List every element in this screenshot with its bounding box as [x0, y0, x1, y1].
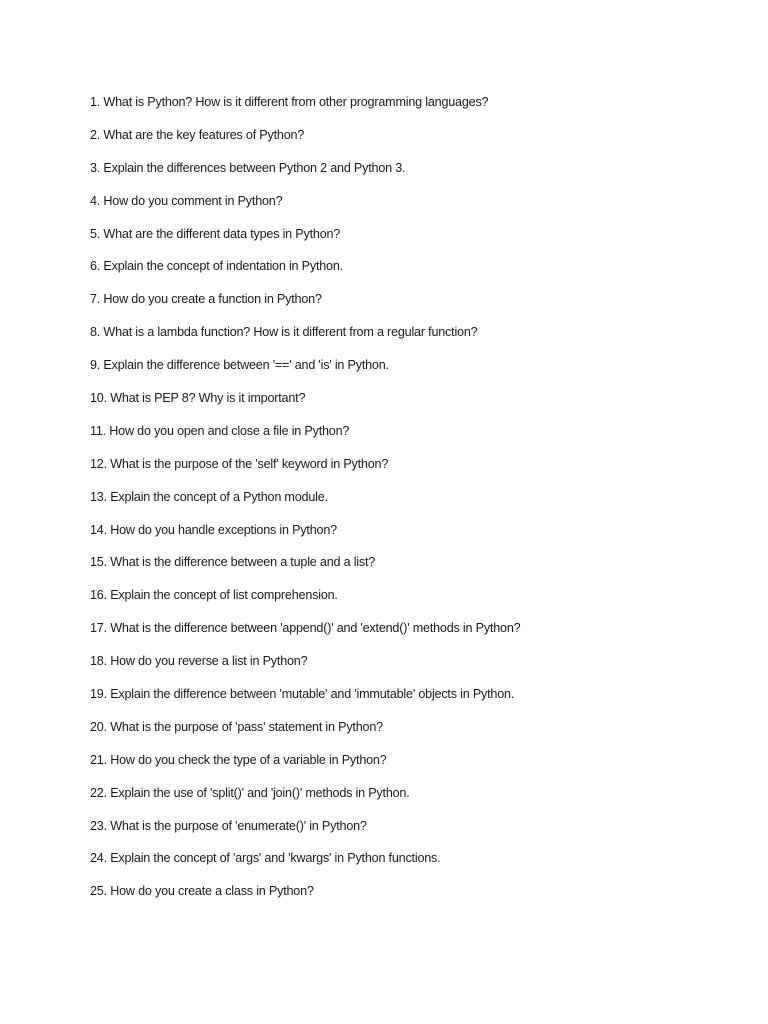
question-item: 1. What is Python? How is it different from other programming languages?: [90, 95, 489, 109]
question-item: 18. How do you reverse a list in Python?: [90, 654, 308, 669]
question-item: 5. What are the different data types in Python?: [90, 226, 341, 241]
question-item: 16. Explain the concept of list comprehension.: [90, 588, 338, 603]
question-item: 8. What is a lambda function? How is it different from a regular function?: [90, 325, 478, 340]
question-item: 15. What is the difference between a tuple and a list?: [90, 555, 376, 570]
question-item: 17. What is the difference between 'append()' and 'extend()' methods in Python?: [90, 621, 521, 636]
question-item: 20. What is the purpose of 'pass' statement in Python?: [90, 719, 383, 734]
question-item: 25. How do you create a class in Python?: [90, 884, 314, 899]
question-item: 7. How do you create a function in Python?: [90, 292, 322, 307]
question-item: 11. How do you open and close a file in Python?: [90, 423, 350, 438]
question-item: 24. Explain the concept of 'args' and 'kwargs' in Python functions.: [90, 851, 441, 866]
question-item: 6. Explain the concept of indentation in Python.: [90, 259, 343, 274]
question-item: 3. Explain the differences between Python 2 and Python 3.: [90, 160, 406, 175]
question-item: 23. What is the purpose of 'enumerate()' in Python?: [90, 818, 367, 833]
question-item: 21. How do you check the type of a variable in Python?: [90, 752, 387, 767]
question-item: 22. Explain the use of 'split()' and 'join()' methods in Python.: [90, 785, 410, 800]
question-item: 2. What are the key features of Python?: [90, 127, 305, 142]
question-item: 4. How do you comment in Python?: [90, 193, 283, 208]
question-item: 13. Explain the concept of a Python module.: [90, 489, 328, 504]
question-list: [90, 92, 520, 914]
question-item: 12. What is the purpose of the 'self' keyword in Python?: [90, 456, 389, 471]
question-item: 9. Explain the difference between '==' and 'is' in Python.: [90, 358, 389, 373]
question-item: 14. How do you handle exceptions in Python?: [90, 522, 337, 537]
question-item: 10. What is PEP 8? Why is it important?: [90, 391, 306, 406]
question-item: 19. Explain the difference between 'mutable' and 'immutable' objects in Python.: [90, 687, 515, 702]
